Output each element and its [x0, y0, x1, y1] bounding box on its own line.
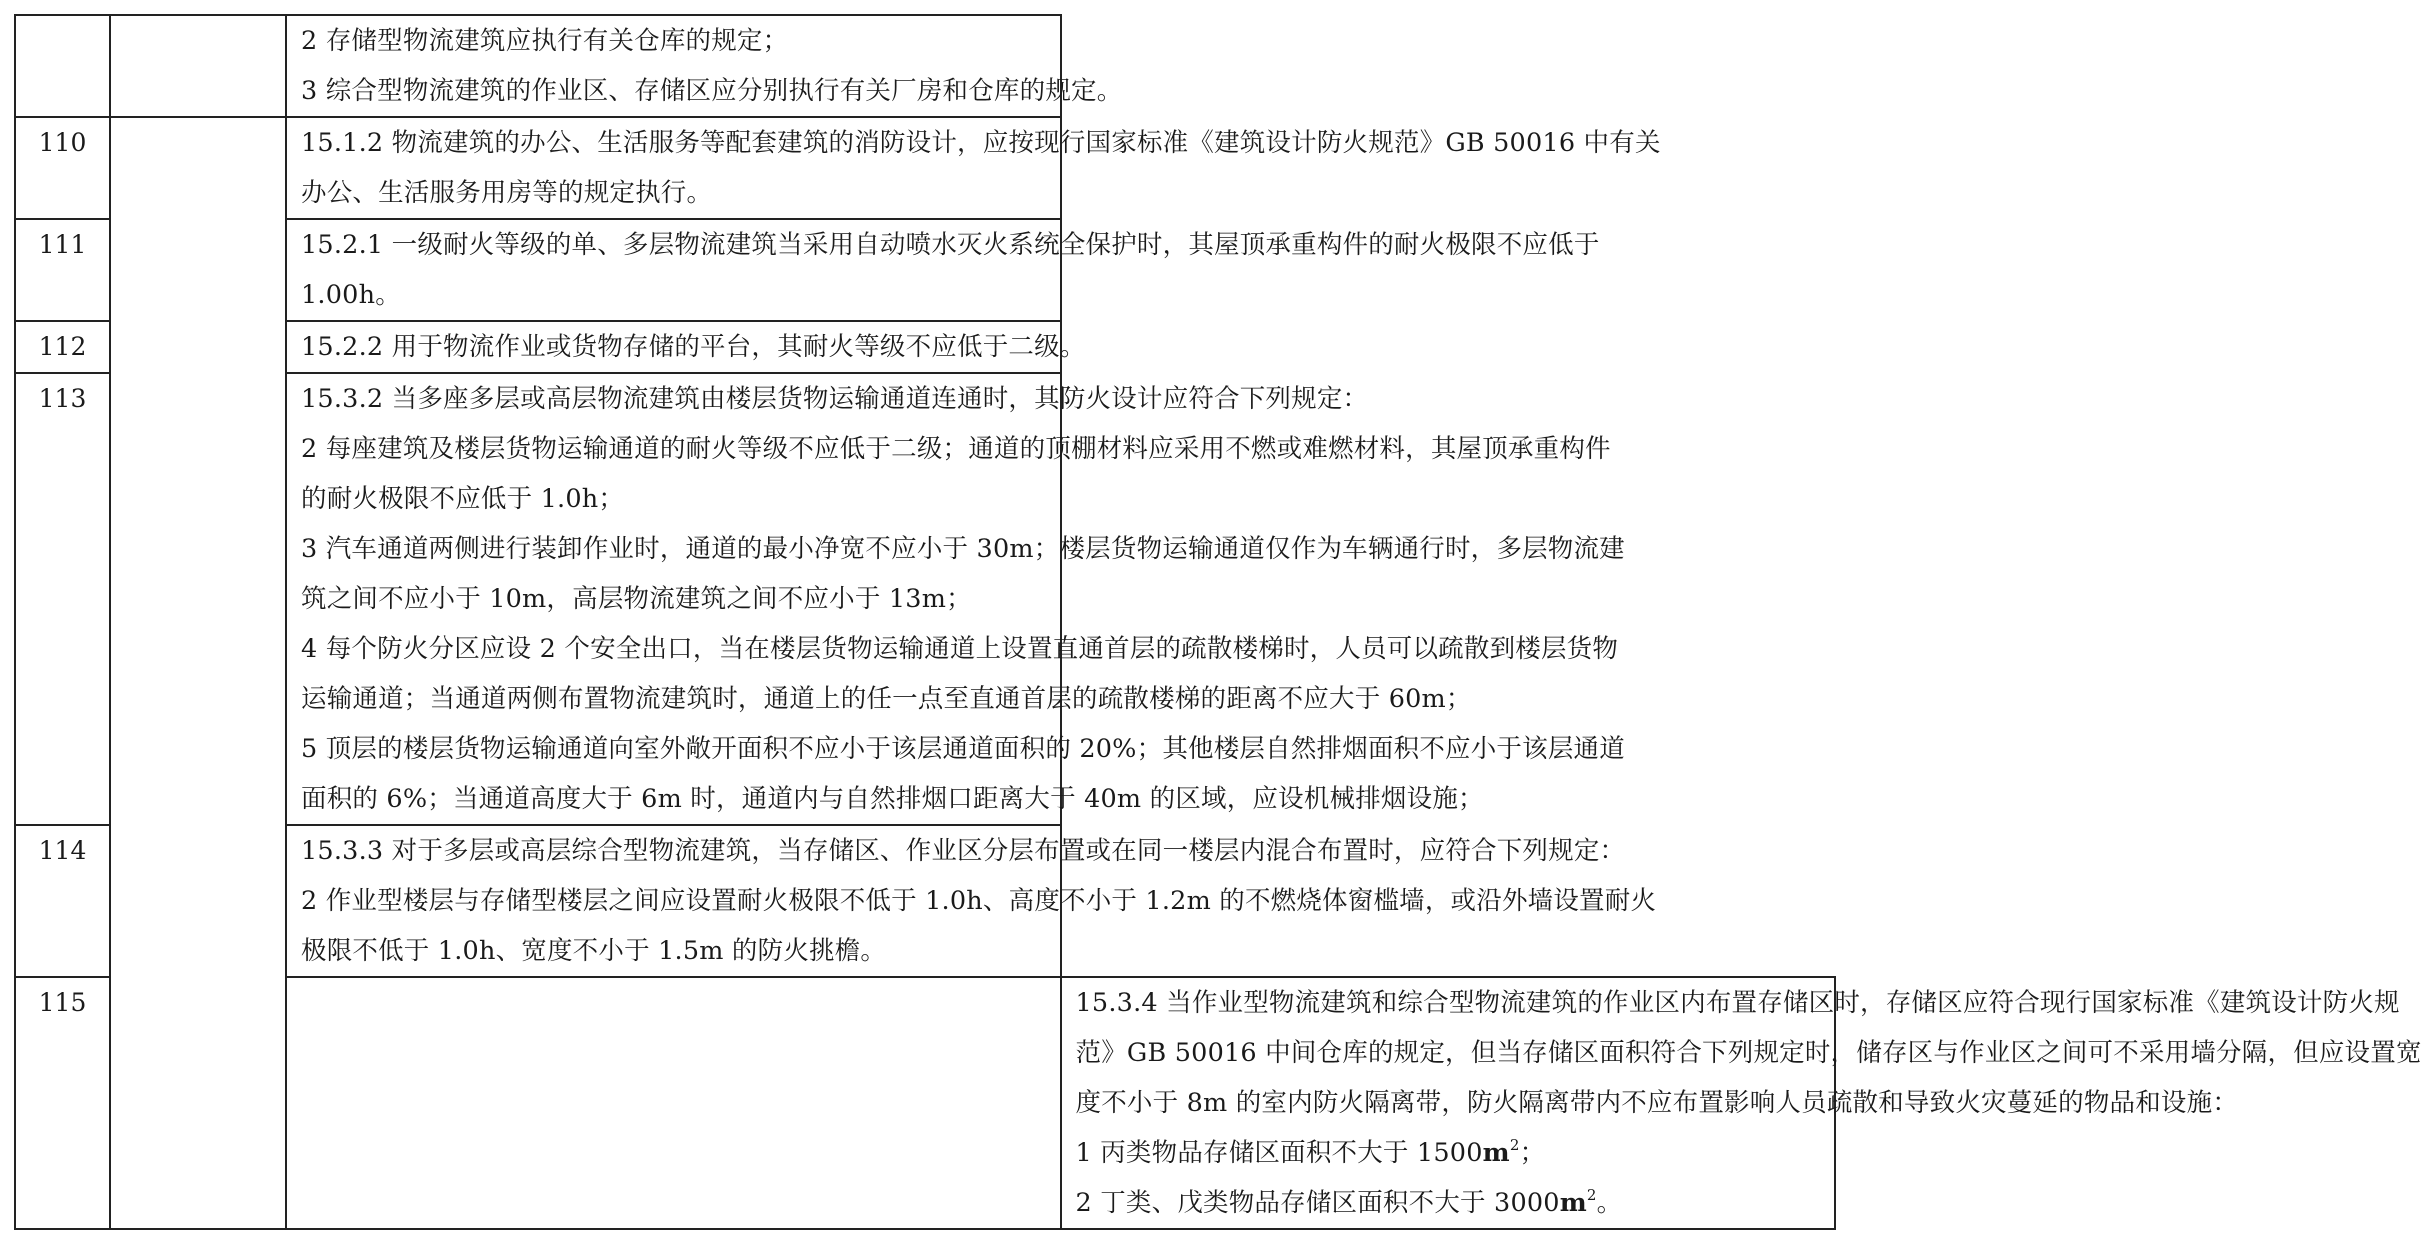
area-unit: m	[1559, 1188, 1587, 1218]
table-row	[15, 15, 1835, 117]
table-row	[15, 977, 1835, 1229]
table-row	[15, 321, 1835, 373]
clause-text-cell	[286, 825, 1657, 977]
area-limit-text: 1 丙类物品存储区面积不大于 1500	[1075, 1138, 1483, 1168]
area-unit-exponent: 2	[1586, 1186, 1597, 1204]
row-number-cell: 115	[15, 977, 110, 1229]
clause-line: 3 汽车通道两侧进行装卸作业时，通道的最小净宽不应小于 30m；楼层货物运输通道仅作为车辆通行时，多层物流建	[301, 534, 1625, 564]
clause-text-cell	[286, 219, 1600, 321]
clause-line: 筑之间不应小于 10m，高层物流建筑之间不应小于 13m；	[301, 584, 972, 614]
table-row	[15, 825, 1835, 977]
clause-line: 15.1.2 物流建筑的办公、生活服务等配套建筑的消防设计，应按现行国家标准《建筑设计防火规范》GB 50016 中有关	[301, 128, 1661, 158]
clause-text-cell	[1061, 977, 2422, 1229]
clause-line: 运输通道；当通道两侧布置物流建筑时，通道上的任一点至直通首层的疏散楼梯的距离不应大于 60m；	[301, 684, 1472, 714]
clause-line: 3 综合型物流建筑的作业区、存储区应分别执行有关厂房和仓库的规定。	[301, 76, 1123, 106]
category-cell	[286, 977, 1061, 1229]
clause-line: 1.00h。	[301, 280, 401, 310]
category-cell	[110, 15, 286, 117]
row-number-cell	[15, 15, 110, 117]
clause-line: 4 每个防火分区应设 2 个安全出口，当在楼层货物运输通道上设置直通首层的疏散楼梯时，人员可以疏散到楼层货物	[301, 634, 1619, 664]
clause-line: 办公、生活服务用房等的规定执行。	[301, 178, 713, 208]
clause-text-cell	[286, 321, 1086, 373]
row-number-cell: 114	[15, 825, 110, 977]
clause-line: 15.2.2 用于物流作业或货物存储的平台，其耐火等级不应低于二级。	[301, 332, 1086, 362]
table-row	[15, 219, 1835, 321]
regulation-table	[14, 14, 2422, 1230]
row-number-cell: 112	[15, 321, 110, 373]
area-limit-punct: ；	[1519, 1138, 1546, 1168]
table-row	[15, 373, 1835, 825]
clause-line: 15.2.1 一级耐火等级的单、多层物流建筑当采用自动喷水灭火系统全保护时，其屋顶承重构件的耐火极限不应低于	[301, 230, 1600, 260]
clause-line: 面积的 6%；当通道高度大于 6m 时，通道内与自然排烟口距离大于 40m 的区域，应设机械排烟设施；	[301, 784, 1484, 814]
clause-line: 15.3.4 当作业型物流建筑和综合型物流建筑的作业区内布置存储区时，存储区应符合现行国家标准《建筑设计防火规	[1075, 988, 2400, 1018]
area-limit-line	[1076, 1128, 1823, 1178]
area-limit-text: 2 丁类、戊类物品存储区面积不大于 3000	[1075, 1188, 1560, 1218]
clause-line: 2 存储型物流建筑应执行有关仓库的规定；	[301, 26, 789, 56]
clause-line: 度不小于 8m 的室内防火隔离带，防火隔离带内不应布置影响人员疏散和导致火灾蔓延的物品和设施：	[1075, 1088, 2239, 1118]
clause-text-cell	[286, 15, 1123, 117]
clause-line: 2 每座建筑及楼层货物运输通道的耐火等级不应低于二级；通道的顶棚材料应采用不燃或难燃材料，其屋顶承重构件	[301, 434, 1611, 464]
clause-line: 的耐火极限不应低于 1.0h；	[301, 484, 625, 514]
clause-text-cell	[286, 117, 1661, 219]
row-number-cell: 113	[15, 373, 110, 825]
row-number-cell: 111	[15, 219, 110, 321]
area-limit-line	[1076, 1178, 1823, 1228]
clause-line: 范》GB 50016 中间仓库的规定，但当存储区面积符合下列规定时，储存区与作业区之间可不采用墙分隔，但应设置宽	[1075, 1038, 2422, 1068]
clause-line: 15.3.2 当多座多层或高层物流建筑由楼层货物运输通道连通时，其防火设计应符合下列规定：	[301, 384, 1369, 414]
clause-line: 极限不低于 1.0h、宽度不小于 1.5m 的防火挑檐。	[301, 936, 887, 966]
area-unit-exponent: 2	[1509, 1136, 1520, 1154]
row-number-cell: 110	[15, 117, 110, 219]
clause-line: 5 顶层的楼层货物运输通道向室外敞开面积不应小于该层通道面积的 20%；其他楼层自然排烟面积不应小于该层通道	[301, 734, 1625, 764]
table-row	[15, 117, 1835, 219]
clause-line: 2 作业型楼层与存储型楼层之间应设置耐火极限不低于 1.0h、高度不小于 1.2m 的不燃烧体窗槛墙，或沿外墙设置耐火	[301, 886, 1657, 916]
area-unit: m	[1482, 1138, 1510, 1168]
clause-text-cell	[286, 373, 1625, 825]
clause-line: 15.3.3 对于多层或高层综合型物流建筑，当存储区、作业区分层布置或在同一楼层内混合布置时，应符合下列规定：	[301, 836, 1626, 866]
area-limit-punct: 。	[1596, 1188, 1623, 1218]
category-cell	[110, 117, 286, 1229]
